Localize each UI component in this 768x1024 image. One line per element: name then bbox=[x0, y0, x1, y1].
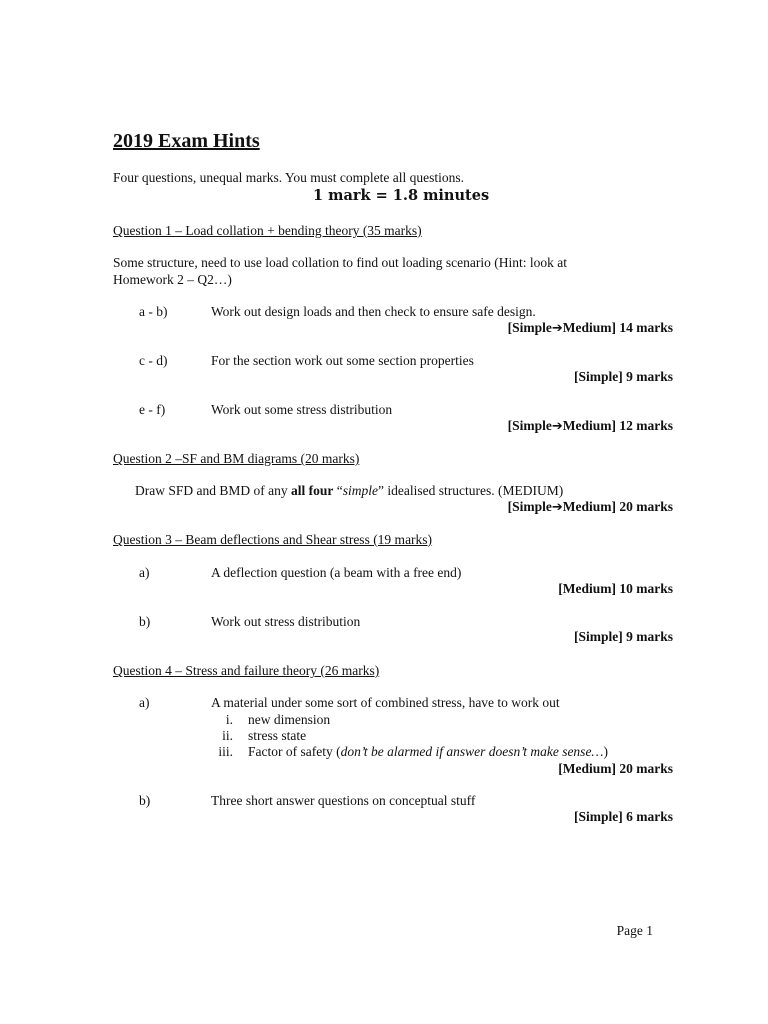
arrow-icon: ➔ bbox=[551, 419, 563, 434]
q4-sub-i-text: new dimension bbox=[248, 712, 331, 727]
q4-part-a-label: a) bbox=[139, 695, 150, 710]
q2-text: Draw SFD and BMD of any all four “simple” idealised structures. (MEDIUM) bbox=[135, 483, 564, 498]
q4-part-b-marks: [Simple] 6 marks bbox=[574, 809, 673, 824]
q4-part-b-text: Three short answer questions on conceptual stuff bbox=[211, 793, 476, 808]
q2-marks: [Simple➔Medium] 20 marks bbox=[507, 499, 673, 515]
q1-part-ef-marks: [Simple➔Medium] 12 marks bbox=[507, 418, 673, 434]
q3-part-b-label: b) bbox=[139, 614, 151, 629]
q1-part-ef-label: e - f) bbox=[139, 402, 166, 417]
intro-text: Four questions, unequal marks. You must complete all questions. bbox=[113, 170, 464, 185]
q3-part-b-text: Work out stress distribution bbox=[211, 614, 361, 629]
q4-part-a-text: A material under some sort of combined stress, have to work out bbox=[211, 695, 560, 710]
q2-heading: Question 2 –SF and BM diagrams (20 marks) bbox=[113, 451, 360, 466]
q1-heading: Question 1 – Load collation + bending theory (35 marks) bbox=[113, 223, 422, 238]
q3-part-a-marks: [Medium] 10 marks bbox=[558, 581, 673, 596]
q1-part-ab-label: a - b) bbox=[139, 304, 168, 319]
q1-part-ab-marks: [Simple➔Medium] 14 marks bbox=[507, 320, 673, 336]
q4-part-a-marks: [Medium] 20 marks bbox=[558, 761, 673, 776]
q4-heading: Question 4 – Stress and failure theory (26 marks) bbox=[113, 663, 380, 678]
q4-sub-ii-text: stress state bbox=[248, 728, 307, 743]
q1-desc-line2: Homework 2 – Q2…) bbox=[113, 272, 232, 287]
q1-part-cd-marks: [Simple] 9 marks bbox=[574, 369, 673, 384]
q1-desc-line1: Some structure, need to use load collation to find out loading scenario (Hint: look at bbox=[113, 255, 568, 270]
q3-part-b-marks: [Simple] 9 marks bbox=[574, 629, 673, 644]
q4-sub-i-num: i. bbox=[225, 712, 233, 727]
q4-sub-ii-num: ii. bbox=[222, 728, 233, 743]
arrow-icon: ➔ bbox=[551, 500, 563, 515]
q4-sub-iii-num: iii. bbox=[218, 744, 233, 759]
q4-part-b-label: b) bbox=[139, 793, 151, 808]
q3-part-a-text: A deflection question (a beam with a free end) bbox=[211, 565, 462, 580]
q1-part-ab-text: Work out design loads and then check to ensure safe design. bbox=[211, 304, 536, 319]
arrow-icon: ➔ bbox=[551, 321, 563, 336]
mark-rate: 1 mark = 1.8 minutes bbox=[313, 187, 490, 204]
q4-sub-iii-text: Factor of safety (don’t be alarmed if answer doesn’t make sense…) bbox=[248, 744, 608, 759]
q1-part-cd-text: For the section work out some section properties bbox=[211, 353, 474, 368]
page-number: Page 1 bbox=[616, 923, 653, 938]
q1-part-cd-label: c - d) bbox=[139, 353, 168, 368]
q1-part-ef-text: Work out some stress distribution bbox=[211, 402, 393, 417]
page-title: 2019 Exam Hints bbox=[113, 130, 260, 152]
q3-part-a-label: a) bbox=[139, 565, 150, 580]
q3-heading: Question 3 – Beam deflections and Shear stress (19 marks) bbox=[113, 532, 433, 547]
